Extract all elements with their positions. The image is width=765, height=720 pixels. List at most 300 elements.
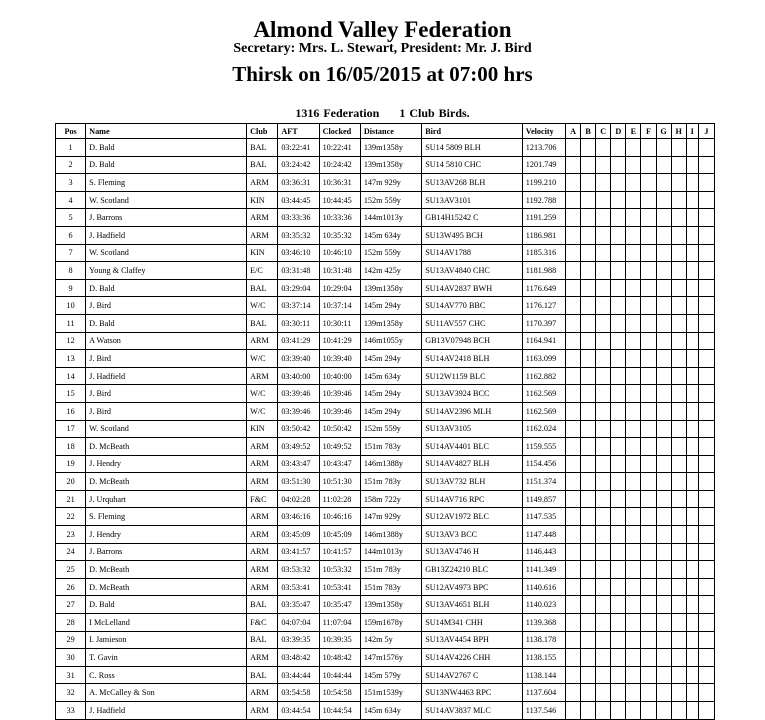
cell-aft: 03:30:11	[278, 314, 319, 332]
cell-pool-f	[641, 402, 656, 420]
cell-club: BAL	[247, 156, 278, 174]
cell-pool-i	[686, 473, 698, 491]
cell-pool-i	[686, 385, 698, 403]
cell-pool-d	[611, 649, 626, 667]
cell-pool-c	[596, 596, 611, 614]
cell-bird: SU14AV4226 CHH	[422, 649, 523, 667]
cell-pool-g	[656, 666, 671, 684]
cell-club: ARM	[247, 209, 278, 227]
cell-distance: 145m 634y	[360, 367, 421, 385]
cell-pool-j	[698, 174, 714, 192]
cell-pool-b	[581, 314, 596, 332]
cell-distance: 145m 294y	[360, 385, 421, 403]
cell-pool-a	[566, 455, 581, 473]
table-row	[56, 226, 715, 244]
cell-clocked: 10:44:45	[319, 191, 360, 209]
cell-pool-h	[671, 666, 686, 684]
cell-pool-i	[686, 684, 698, 702]
cell-pool-i	[686, 631, 698, 649]
column-header-d: D	[611, 124, 626, 139]
cell-pool-j	[698, 684, 714, 702]
cell-aft: 03:29:04	[278, 279, 319, 297]
cell-velocity: 1151.374	[522, 473, 565, 491]
table-row	[56, 244, 715, 262]
cell-pool-j	[698, 367, 714, 385]
table-row	[56, 614, 715, 632]
cell-pool-e	[626, 244, 641, 262]
cell-velocity: 1176.127	[522, 297, 565, 315]
race-title: Thirsk on 16/05/2015 at 07:00 hrs	[232, 62, 533, 86]
cell-pool-c	[596, 262, 611, 280]
cell-aft: 03:41:29	[278, 332, 319, 350]
cell-distance: 158m 722y	[360, 490, 421, 508]
cell-clocked: 10:35:47	[319, 596, 360, 614]
cell-velocity: 1185.316	[522, 244, 565, 262]
cell-pool-i	[686, 578, 698, 596]
cell-pool-c	[596, 702, 611, 720]
cell-club: ARM	[247, 526, 278, 544]
cell-bird: SU14 5809 BLH	[422, 139, 523, 157]
cell-velocity: 1138.155	[522, 649, 565, 667]
column-header-a: A	[566, 124, 581, 139]
page-title: Almond Valley Federation	[253, 17, 512, 42]
cell-velocity: 1186.981	[522, 226, 565, 244]
cell-distance: 146m1388y	[360, 526, 421, 544]
cell-pool-h	[671, 174, 686, 192]
cell-pos: 29	[56, 631, 86, 649]
cell-pool-g	[656, 543, 671, 561]
cell-pool-h	[671, 526, 686, 544]
cell-pool-b	[581, 596, 596, 614]
cell-pool-j	[698, 209, 714, 227]
cell-bird: SU13AV3924 BCC	[422, 385, 523, 403]
cell-distance: 151m 783y	[360, 438, 421, 456]
cell-pool-f	[641, 631, 656, 649]
cell-distance: 159m1678y	[360, 614, 421, 632]
cell-pool-j	[698, 543, 714, 561]
cell-pool-j	[698, 666, 714, 684]
cell-clocked: 10:24:42	[319, 156, 360, 174]
cell-pool-e	[626, 649, 641, 667]
cell-bird: SU13AV4746 H	[422, 543, 523, 561]
cell-pos: 33	[56, 702, 86, 720]
cell-pool-g	[656, 649, 671, 667]
cell-bird: SU12AV1972 BLC	[422, 508, 523, 526]
table-row	[56, 490, 715, 508]
cell-pool-c	[596, 473, 611, 491]
cell-clocked: 10:39:46	[319, 385, 360, 403]
cell-name: J. Urquhart	[86, 490, 247, 508]
cell-pool-a	[566, 139, 581, 157]
cell-pool-d	[611, 350, 626, 368]
cell-distance: 139m1358y	[360, 596, 421, 614]
cell-pool-f	[641, 244, 656, 262]
cell-pos: 16	[56, 402, 86, 420]
cell-distance: 139m1358y	[360, 156, 421, 174]
column-header-clocked: Clocked	[319, 124, 360, 139]
table-row	[56, 367, 715, 385]
cell-pool-c	[596, 156, 611, 174]
cell-pool-a	[566, 350, 581, 368]
cell-pool-e	[626, 191, 641, 209]
cell-pool-e	[626, 367, 641, 385]
cell-aft: 03:37:14	[278, 297, 319, 315]
cell-pool-e	[626, 631, 641, 649]
cell-bird: SU14M341 CHH	[422, 614, 523, 632]
cell-pool-f	[641, 191, 656, 209]
table-row	[56, 438, 715, 456]
cell-bird: GB13V07948 BCH	[422, 332, 523, 350]
cell-club: ARM	[247, 508, 278, 526]
cell-clocked: 10:43:47	[319, 455, 360, 473]
cell-pos: 14	[56, 367, 86, 385]
cell-pool-j	[698, 420, 714, 438]
cell-name: D. Bald	[86, 156, 247, 174]
cell-pool-j	[698, 244, 714, 262]
cell-pool-d	[611, 226, 626, 244]
cell-pool-i	[686, 543, 698, 561]
table-row	[56, 631, 715, 649]
cell-club: ARM	[247, 649, 278, 667]
cell-pool-e	[626, 438, 641, 456]
cell-pos: 8	[56, 262, 86, 280]
cell-pool-f	[641, 596, 656, 614]
cell-clocked: 10:54:58	[319, 684, 360, 702]
cell-club: BAL	[247, 314, 278, 332]
cell-pool-i	[686, 350, 698, 368]
cell-pool-h	[671, 385, 686, 403]
cell-pool-g	[656, 438, 671, 456]
cell-pool-f	[641, 314, 656, 332]
cell-aft: 03:48:42	[278, 649, 319, 667]
cell-distance: 151m 783y	[360, 561, 421, 579]
cell-pool-c	[596, 614, 611, 632]
cell-pool-j	[698, 262, 714, 280]
cell-pool-a	[566, 174, 581, 192]
cell-club: KIN	[247, 244, 278, 262]
column-header-g: G	[656, 124, 671, 139]
cell-name: D. Bald	[86, 279, 247, 297]
cell-clocked: 10:44:44	[319, 666, 360, 684]
cell-aft: 03:40:00	[278, 367, 319, 385]
cell-pool-i	[686, 209, 698, 227]
cell-pool-j	[698, 191, 714, 209]
table-row	[56, 385, 715, 403]
cell-bird: GB14H15242 C	[422, 209, 523, 227]
cell-name: D. Bald	[86, 596, 247, 614]
cell-name: I McLelland	[86, 614, 247, 632]
cell-pool-h	[671, 209, 686, 227]
cell-name: J. Hadfield	[86, 226, 247, 244]
cell-clocked: 10:46:16	[319, 508, 360, 526]
cell-bird: SU14AV3837 MLC	[422, 702, 523, 720]
cell-pos: 10	[56, 297, 86, 315]
cell-pool-f	[641, 702, 656, 720]
cell-pos: 13	[56, 350, 86, 368]
column-header-name: Name	[86, 124, 247, 139]
table-row	[56, 684, 715, 702]
cell-pool-d	[611, 631, 626, 649]
cell-distance: 144m1013y	[360, 543, 421, 561]
cell-pos: 31	[56, 666, 86, 684]
cell-clocked: 10:45:09	[319, 526, 360, 544]
cell-distance: 146m1055y	[360, 332, 421, 350]
cell-name: D. McBeath	[86, 561, 247, 579]
cell-club: KIN	[247, 191, 278, 209]
cell-bird: SU13AV4651 BLH	[422, 596, 523, 614]
cell-pool-a	[566, 596, 581, 614]
cell-pool-e	[626, 490, 641, 508]
cell-pos: 24	[56, 543, 86, 561]
cell-pool-a	[566, 614, 581, 632]
cell-aft: 03:46:10	[278, 244, 319, 262]
cell-bird: SU13AV268 BLH	[422, 174, 523, 192]
cell-pool-a	[566, 226, 581, 244]
cell-distance: 145m 579y	[360, 666, 421, 684]
cell-pos: 32	[56, 684, 86, 702]
cell-pool-h	[671, 543, 686, 561]
cell-bird: SU14AV770 BBC	[422, 297, 523, 315]
cell-pos: 1	[56, 139, 86, 157]
cell-pool-i	[686, 314, 698, 332]
cell-name: W. Scotland	[86, 420, 247, 438]
cell-pool-f	[641, 578, 656, 596]
table-row	[56, 279, 715, 297]
cell-pool-j	[698, 314, 714, 332]
cell-pool-h	[671, 191, 686, 209]
cell-pool-b	[581, 561, 596, 579]
cell-pool-f	[641, 508, 656, 526]
cell-pool-e	[626, 561, 641, 579]
cell-pool-g	[656, 262, 671, 280]
cell-pool-c	[596, 139, 611, 157]
cell-distance: 145m 294y	[360, 350, 421, 368]
cell-pool-g	[656, 420, 671, 438]
cell-velocity: 1138.144	[522, 666, 565, 684]
cell-pool-h	[671, 226, 686, 244]
cell-pool-d	[611, 402, 626, 420]
cell-clocked: 10:40:00	[319, 367, 360, 385]
cell-pool-a	[566, 543, 581, 561]
cell-pool-f	[641, 455, 656, 473]
cell-pool-g	[656, 139, 671, 157]
cell-pool-b	[581, 174, 596, 192]
cell-pool-e	[626, 526, 641, 544]
cell-pool-c	[596, 561, 611, 579]
cell-pool-a	[566, 578, 581, 596]
cell-pool-e	[626, 473, 641, 491]
cell-pool-h	[671, 139, 686, 157]
cell-pool-h	[671, 279, 686, 297]
cell-pool-j	[698, 490, 714, 508]
cell-pool-b	[581, 438, 596, 456]
cell-pool-j	[698, 350, 714, 368]
table-row	[56, 297, 715, 315]
cell-bird: SU13AV4840 CHC	[422, 262, 523, 280]
club-count: 1 Club Birds.	[399, 106, 470, 120]
cell-pool-b	[581, 139, 596, 157]
cell-pool-f	[641, 666, 656, 684]
cell-pool-c	[596, 490, 611, 508]
table-row	[56, 543, 715, 561]
cell-name: D. McBeath	[86, 473, 247, 491]
cell-pool-f	[641, 156, 656, 174]
cell-pool-f	[641, 490, 656, 508]
cell-name: I. Jamieson	[86, 631, 247, 649]
cell-pool-c	[596, 174, 611, 192]
cell-clocked: 10:30:11	[319, 314, 360, 332]
cell-pool-j	[698, 578, 714, 596]
cell-pool-c	[596, 543, 611, 561]
cell-pool-a	[566, 244, 581, 262]
cell-pool-j	[698, 473, 714, 491]
cell-clocked: 10:31:48	[319, 262, 360, 280]
cell-pos: 27	[56, 596, 86, 614]
cell-pool-i	[686, 666, 698, 684]
cell-pos: 2	[56, 156, 86, 174]
cell-bird: SU12W1159 BLC	[422, 367, 523, 385]
table-row	[56, 332, 715, 350]
column-header-velocity: Velocity	[522, 124, 565, 139]
cell-pool-b	[581, 350, 596, 368]
cell-pool-a	[566, 402, 581, 420]
cell-name: J. Barrons	[86, 543, 247, 561]
cell-pool-a	[566, 666, 581, 684]
cell-distance: 142m 425y	[360, 262, 421, 280]
cell-clocked: 10:41:57	[319, 543, 360, 561]
cell-distance: 147m 929y	[360, 174, 421, 192]
cell-pool-d	[611, 473, 626, 491]
cell-pool-j	[698, 402, 714, 420]
cell-pool-i	[686, 402, 698, 420]
cell-pool-f	[641, 526, 656, 544]
cell-clocked: 10:39:46	[319, 402, 360, 420]
cell-club: ARM	[247, 367, 278, 385]
cell-pool-e	[626, 209, 641, 227]
cell-pool-f	[641, 209, 656, 227]
cell-pool-d	[611, 420, 626, 438]
cell-pool-d	[611, 262, 626, 280]
cell-name: J. Bird	[86, 385, 247, 403]
cell-distance: 144m1013y	[360, 209, 421, 227]
cell-pos: 21	[56, 490, 86, 508]
cell-name: D. Bald	[86, 314, 247, 332]
cell-club: ARM	[247, 561, 278, 579]
cell-pool-g	[656, 279, 671, 297]
cell-pool-g	[656, 332, 671, 350]
cell-pool-h	[671, 244, 686, 262]
column-header-bird: Bird	[422, 124, 523, 139]
cell-pool-h	[671, 490, 686, 508]
cell-bird: SU14 5810 CHC	[422, 156, 523, 174]
column-header-f: F	[641, 124, 656, 139]
cell-pool-b	[581, 156, 596, 174]
table-header-row	[56, 124, 715, 139]
cell-pool-h	[671, 350, 686, 368]
cell-clocked: 10:51:30	[319, 473, 360, 491]
cell-pool-b	[581, 526, 596, 544]
cell-pool-f	[641, 420, 656, 438]
cell-pool-e	[626, 543, 641, 561]
cell-pool-i	[686, 244, 698, 262]
cell-pool-b	[581, 226, 596, 244]
cell-pool-d	[611, 702, 626, 720]
cell-pool-h	[671, 262, 686, 280]
cell-aft: 03:41:57	[278, 543, 319, 561]
cell-pos: 26	[56, 578, 86, 596]
entry-summary	[0, 106, 765, 121]
cell-pool-g	[656, 350, 671, 368]
cell-distance: 147m1576y	[360, 649, 421, 667]
cell-aft: 03:35:47	[278, 596, 319, 614]
cell-club: W/C	[247, 385, 278, 403]
cell-name: J. Hendry	[86, 455, 247, 473]
cell-pool-c	[596, 350, 611, 368]
table-row	[56, 314, 715, 332]
cell-pool-i	[686, 455, 698, 473]
cell-pool-e	[626, 262, 641, 280]
table-row	[56, 473, 715, 491]
cell-pool-h	[671, 332, 686, 350]
cell-pool-c	[596, 367, 611, 385]
cell-club: ARM	[247, 578, 278, 596]
cell-distance: 151m 783y	[360, 473, 421, 491]
cell-velocity: 1149.857	[522, 490, 565, 508]
cell-name: C. Ross	[86, 666, 247, 684]
cell-pool-c	[596, 314, 611, 332]
cell-pool-j	[698, 596, 714, 614]
cell-pos: 28	[56, 614, 86, 632]
cell-pool-j	[698, 279, 714, 297]
column-header-h: H	[671, 124, 686, 139]
cell-pool-h	[671, 473, 686, 491]
cell-pool-i	[686, 508, 698, 526]
cell-pool-c	[596, 279, 611, 297]
cell-pool-h	[671, 684, 686, 702]
cell-pool-b	[581, 279, 596, 297]
cell-pool-f	[641, 332, 656, 350]
cell-pool-e	[626, 702, 641, 720]
cell-pool-j	[698, 508, 714, 526]
cell-pool-i	[686, 262, 698, 280]
cell-club: F&C	[247, 490, 278, 508]
cell-pool-j	[698, 455, 714, 473]
column-header-c: C	[596, 124, 611, 139]
cell-distance: 145m 294y	[360, 297, 421, 315]
cell-pool-g	[656, 561, 671, 579]
cell-pool-b	[581, 244, 596, 262]
cell-pool-i	[686, 279, 698, 297]
cell-bird: SU14AV2418 BLH	[422, 350, 523, 368]
cell-clocked: 10:39:35	[319, 631, 360, 649]
cell-pool-a	[566, 561, 581, 579]
cell-pos: 18	[56, 438, 86, 456]
cell-bird: SU14AV4401 BLC	[422, 438, 523, 456]
cell-aft: 03:36:31	[278, 174, 319, 192]
cell-velocity: 1213.706	[522, 139, 565, 157]
cell-pool-e	[626, 385, 641, 403]
cell-club: BAL	[247, 666, 278, 684]
cell-club: BAL	[247, 631, 278, 649]
cell-pool-j	[698, 332, 714, 350]
table-row	[56, 402, 715, 420]
cell-aft: 03:39:46	[278, 402, 319, 420]
cell-bird: SU14AV2837 BWH	[422, 279, 523, 297]
cell-pool-b	[581, 332, 596, 350]
cell-velocity: 1141.349	[522, 561, 565, 579]
cell-aft: 03:44:54	[278, 702, 319, 720]
cell-name: D. McBeath	[86, 438, 247, 456]
